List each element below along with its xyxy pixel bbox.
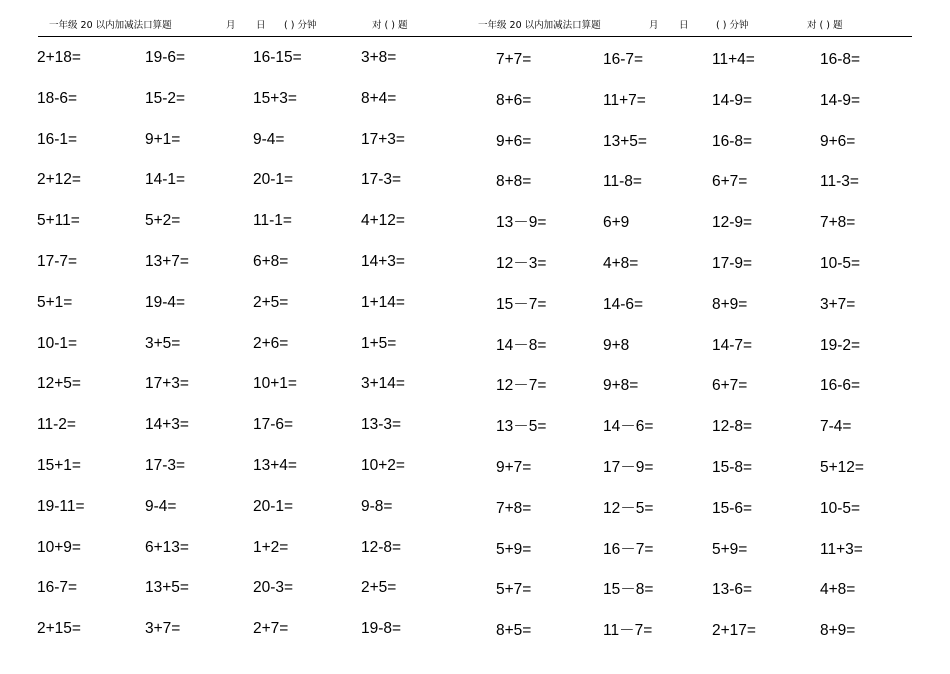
arithmetic-problem: 14－6= [603,418,654,436]
arithmetic-problem: 2+5= [361,579,397,597]
arithmetic-problem: 11+4= [712,51,755,68]
arithmetic-problem: 8+9= [712,295,748,313]
arithmetic-problem: 16-8= [820,51,861,68]
arithmetic-problem: 4+12= [361,212,405,230]
arithmetic-problem: 15－7= [496,295,547,313]
arithmetic-problem: 15-6= [712,499,753,517]
arithmetic-problem: 2+6= [253,334,289,352]
arithmetic-problem: 9+8 [603,336,630,354]
arithmetic-problem: 13-3= [361,416,402,434]
arithmetic-problem: 19-4= [145,293,186,311]
arithmetic-problem: 14-9= [820,91,861,109]
arithmetic-problem: 3+8= [361,49,397,66]
arithmetic-problem: 13+5= [603,132,647,150]
arithmetic-problem: 2+5= [253,293,289,311]
arithmetic-problem: 10-5= [820,499,861,517]
arithmetic-problem: 12－7= [496,377,547,395]
arithmetic-problem: 12－3= [496,255,547,272]
arithmetic-problem: 12-8= [712,418,753,436]
arithmetic-problem: 7+8= [496,499,532,517]
day-label: 日 [679,20,689,31]
arithmetic-problem: 13+7= [145,253,189,270]
arithmetic-problem: 17-3= [361,171,402,189]
arithmetic-problem: 5+1= [37,293,73,311]
arithmetic-problem: 9+6= [496,132,532,150]
arithmetic-problem: 6+13= [145,538,189,556]
arithmetic-problem: 16-7= [603,51,644,68]
arithmetic-problem: 8+9= [820,622,856,640]
arithmetic-problem: 9-4= [145,497,177,515]
arithmetic-problem: 13－5= [496,418,547,436]
arithmetic-problem: 5+12= [820,459,864,476]
arithmetic-problem: 12+5= [37,375,81,393]
arithmetic-problem: 14+3= [361,253,405,270]
arithmetic-problem: 6+7= [712,173,748,191]
arithmetic-problem: 20-1= [253,171,294,189]
arithmetic-problem: 14+3= [145,416,189,434]
arithmetic-problem: 18-6= [37,89,78,107]
arithmetic-problem: 10-5= [820,255,861,272]
arithmetic-problem: 13+4= [253,457,297,474]
arithmetic-problem: 17-6= [253,416,294,434]
worksheet-title: 一年级 20 以内加减法口算题 [478,20,601,31]
arithmetic-problem: 5+9= [712,540,748,558]
arithmetic-problem: 17－9= [603,459,654,476]
arithmetic-problem: 19-8= [361,620,402,638]
arithmetic-problem: 12－5= [603,499,654,517]
arithmetic-problem: 14-7= [712,336,753,354]
arithmetic-problem: 1+2= [253,538,289,556]
arithmetic-problem: 13-6= [712,581,753,599]
arithmetic-problem: 11-3= [820,173,859,191]
arithmetic-problem: 17-7= [37,253,78,270]
arithmetic-problem: 15+3= [253,89,297,107]
arithmetic-problem: 2+7= [253,620,289,638]
arithmetic-problem: 16-15= [253,49,302,66]
arithmetic-problem: 10+2= [361,457,405,474]
arithmetic-problem: 11+3= [820,540,863,558]
arithmetic-problem: 13－9= [496,214,547,232]
arithmetic-problem: 8+4= [361,89,397,107]
arithmetic-problem: 11-1= [253,212,292,230]
arithmetic-problem: 16－7= [603,540,654,558]
month-label: 月 [226,20,236,31]
arithmetic-problem: 15-8= [712,459,753,476]
arithmetic-problem: 16-8= [712,132,753,150]
arithmetic-problem: 4+8= [820,581,856,599]
arithmetic-problem: 20-3= [253,579,294,597]
arithmetic-problem: 19-6= [145,49,186,66]
minutes-field: ( ) 分钟 [716,20,749,31]
arithmetic-problem: 3+7= [145,620,181,638]
arithmetic-problem: 12-9= [712,214,753,232]
arithmetic-problem: 5+2= [145,212,181,230]
arithmetic-problem: 12-8= [361,538,402,556]
arithmetic-problem: 8+5= [496,622,532,640]
arithmetic-problem: 4+8= [603,255,639,272]
arithmetic-problem: 15－8= [603,581,654,599]
arithmetic-problem: 14-6= [603,295,644,313]
correct-count-field: 对 ( ) 题 [807,20,843,31]
month-label: 月 [649,20,659,31]
arithmetic-problem: 14-9= [712,91,753,109]
arithmetic-problem: 9-8= [361,497,393,515]
arithmetic-problem: 9-4= [253,130,285,148]
arithmetic-problem: 3+14= [361,375,405,393]
arithmetic-problem: 11+7= [603,91,646,109]
day-label: 日 [256,20,266,31]
arithmetic-problem: 16-1= [37,130,78,148]
arithmetic-problem: 19-2= [820,336,861,354]
arithmetic-problem: 16-6= [820,377,861,395]
arithmetic-problem: 7+7= [496,51,532,68]
arithmetic-problem: 1+5= [361,334,397,352]
arithmetic-problem: 10+9= [37,538,81,556]
arithmetic-problem: 5+9= [496,540,532,558]
arithmetic-problem: 6+8= [253,253,289,270]
arithmetic-problem: 2+15= [37,620,81,638]
arithmetic-problem: 15-2= [145,89,186,107]
arithmetic-problem: 15+1= [37,457,81,474]
worksheet-title: 一年级 20 以内加减法口算题 [49,20,172,31]
arithmetic-problem: 11-8= [603,173,642,191]
arithmetic-problem: 17+3= [361,130,405,148]
arithmetic-problem: 9+1= [145,130,181,148]
arithmetic-problem: 13+5= [145,579,189,597]
arithmetic-problem: 10-1= [37,334,78,352]
minutes-field: ( ) 分钟 [284,20,317,31]
arithmetic-problem: 17-9= [712,255,753,272]
arithmetic-problem: 9+8= [603,377,639,395]
correct-count-field: 对 ( ) 题 [372,20,408,31]
arithmetic-problem: 11－7= [603,622,653,640]
arithmetic-problem: 6+7= [712,377,748,395]
arithmetic-problem: 7-4= [820,418,852,436]
arithmetic-problem: 9+6= [820,132,856,150]
arithmetic-problem: 16-7= [37,579,78,597]
arithmetic-problem: 9+7= [496,459,532,476]
arithmetic-problem: 5+11= [37,212,80,230]
header-divider [38,36,912,37]
arithmetic-problem: 8+6= [496,91,532,109]
arithmetic-problem: 2+18= [37,49,81,66]
arithmetic-problem: 10+1= [253,375,297,393]
arithmetic-problem: 2+17= [712,622,756,640]
arithmetic-problem: 8+8= [496,173,532,191]
arithmetic-problem: 7+8= [820,214,856,232]
arithmetic-problem: 17-3= [145,457,186,474]
arithmetic-problem: 14-1= [145,171,186,189]
arithmetic-problem: 6+9 [603,214,630,232]
arithmetic-problem: 20-1= [253,497,294,515]
arithmetic-problem: 17+3= [145,375,189,393]
arithmetic-problem: 2+12= [37,171,81,189]
arithmetic-problem: 1+14= [361,293,405,311]
arithmetic-problem: 5+7= [496,581,532,599]
arithmetic-problem: 14－8= [496,336,547,354]
arithmetic-problem: 11-2= [37,416,76,434]
arithmetic-problem: 19-11= [37,497,85,515]
arithmetic-problem: 3+7= [820,295,856,313]
arithmetic-problem: 3+5= [145,334,181,352]
